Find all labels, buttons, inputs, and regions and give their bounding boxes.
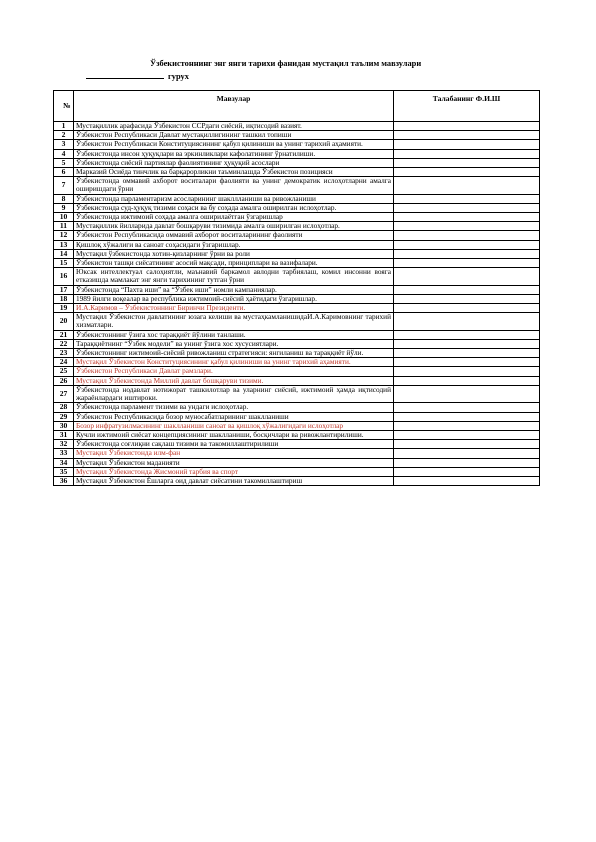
row-topic: Мустақиллик йилларида давлат бошқаруви тизимида амалга оширилган ислоҳотлар.	[74, 222, 394, 231]
row-number: 3	[54, 140, 74, 149]
row-number: 8	[54, 194, 74, 203]
row-number: 7	[54, 177, 74, 194]
row-number: 1	[54, 122, 74, 131]
row-student-cell	[394, 177, 540, 194]
table-row	[54, 458, 540, 467]
row-number: 10	[54, 213, 74, 222]
row-number: 17	[54, 285, 74, 294]
row-student-cell	[394, 376, 540, 385]
row-topic: Ўзбекистонда нодавлат нотижорат ташкилотлар ва уларнинг сиёсий, ижтимоий ҳамда иқтисодий жараёнлардаги иштироки.	[74, 385, 394, 402]
row-number: 36	[54, 476, 74, 485]
row-student-cell	[394, 194, 540, 203]
table-row	[54, 177, 540, 194]
row-student-cell	[394, 403, 540, 412]
row-topic: Мустақил Ўзбекистон маданияти	[74, 458, 394, 467]
table-row	[54, 449, 540, 458]
row-topic: Ўзбекистонда ижтимоий соҳада амалга оширилаётган ўзгаришлар	[74, 213, 394, 222]
row-number: 30	[54, 421, 74, 430]
row-student-cell	[394, 249, 540, 258]
row-topic: Мустақил Ўзбекистон давлатининг юзага келиши ва мустаҳкамланишидаИ.А.Каримовнинг тарихий хизматлари.	[74, 313, 394, 330]
table-row	[54, 476, 540, 485]
row-topic: Ўзбекистонда инсон ҳуқуқлари ва эркинликлари кафолатининг ўрнатилиши.	[74, 149, 394, 158]
table-row	[54, 268, 540, 285]
row-student-cell	[394, 330, 540, 339]
row-student-cell	[394, 203, 540, 212]
table-row	[54, 140, 540, 149]
table-row	[54, 194, 540, 203]
row-number: 13	[54, 240, 74, 249]
row-number: 14	[54, 249, 74, 258]
row-number: 33	[54, 449, 74, 458]
row-topic: Мустақил ўзбекистонда хотин-қизларнинг ўрни ва роли	[74, 249, 394, 258]
row-topic: Қишлоқ хўжалиги ва саноат соҳасидаги ўзгаришлар.	[74, 240, 394, 249]
row-student-cell	[394, 476, 540, 485]
row-topic: Ўзбекистон Республикаси Давлат мустақиллигининг ташкил топиши	[74, 131, 394, 140]
table-row	[54, 149, 540, 158]
row-number: 12	[54, 231, 74, 240]
row-topic: Ўзбекистоннинг ўзига хос тараққиёт йўлини танлаши.	[74, 330, 394, 339]
table-row	[54, 313, 540, 330]
row-topic: Ўзбекистон Республикасида бозор муносабатларининг шаклланиши	[74, 412, 394, 421]
row-topic: Ўзбекистонда соғлиқни сақлаш тизими ва такомиллаштирилиши	[74, 440, 394, 449]
row-number: 4	[54, 149, 74, 158]
row-number: 24	[54, 358, 74, 367]
row-topic: И.А.Каримов – Ўзбекистоннинг Биринчи Президенти.	[74, 304, 394, 313]
table-row	[54, 285, 540, 294]
row-student-cell	[394, 430, 540, 439]
table-row	[54, 330, 540, 339]
row-student-cell	[394, 313, 540, 330]
row-student-cell	[394, 304, 540, 313]
row-topic: Мустақил Ўзбекистон Ёшларга оид давлат сиёсатини такомиллаштириш	[74, 476, 394, 485]
row-number: 15	[54, 259, 74, 268]
row-student-cell	[394, 213, 540, 222]
group-line	[86, 70, 189, 81]
table-row	[54, 385, 540, 402]
row-student-cell	[394, 467, 540, 476]
row-number: 26	[54, 376, 74, 385]
row-number: 19	[54, 304, 74, 313]
row-topic: Ўзбекистонда “Пахта иши” ва “Ўзбек иши” номли кампаниялар.	[74, 285, 394, 294]
row-number: 2	[54, 131, 74, 140]
row-student-cell	[394, 358, 540, 367]
row-topic: Ўзбекистонда парламентаризм асосларининг шакллланиши ва ривожланиши	[74, 194, 394, 203]
row-student-cell	[394, 339, 540, 348]
row-number: 27	[54, 385, 74, 402]
group-label: гурух	[168, 72, 189, 81]
header-student: Талабанинг Ф.И.Ш	[394, 91, 540, 122]
row-student-cell	[394, 385, 540, 402]
row-student-cell	[394, 240, 540, 249]
row-number: 23	[54, 349, 74, 358]
table-row	[54, 240, 540, 249]
row-student-cell	[394, 268, 540, 285]
row-student-cell	[394, 231, 540, 240]
row-number: 20	[54, 313, 74, 330]
table-row	[54, 376, 540, 385]
row-topic: Марказий Осиёда тинчлик ва барқарорликни таъминлашда Ўзбекистон позицияси	[74, 168, 394, 177]
row-topic: Ўзбекистонда сиёсий партиялар фаолиятининг ҳуқуқий асослари	[74, 158, 394, 167]
row-topic: Мустақил Ўзбекистонда Миллий давлат бошқаруви тизими.	[74, 376, 394, 385]
table-header-row	[54, 91, 540, 122]
row-topic: Ўзбекистоннинг ижтимоий-сиёсий ривожланиш стратегияси: янгиланиш ва тараққиёт йўли.	[74, 349, 394, 358]
row-student-cell	[394, 294, 540, 303]
row-number: 34	[54, 458, 74, 467]
row-topic: Ўзбекистонда парламент тизими ва ундаги ислоҳотлар.	[74, 403, 394, 412]
table-row	[54, 231, 540, 240]
row-number: 6	[54, 168, 74, 177]
row-topic: Ўзбекистон Республикасида оммавий ахборот воситаларининг фаолияти	[74, 231, 394, 240]
row-topic: Мустақил Ўзбекистонда илм-фан	[74, 449, 394, 458]
table-row	[54, 367, 540, 376]
row-student-cell	[394, 440, 540, 449]
row-topic: Мустақиллик арафасида Ўзбекистон ССРдаги сиёсий, иқтисодий вазият.	[74, 122, 394, 131]
table-body	[54, 122, 540, 486]
row-student-cell	[394, 285, 540, 294]
row-number: 28	[54, 403, 74, 412]
row-student-cell	[394, 122, 540, 131]
row-student-cell	[394, 349, 540, 358]
row-number: 32	[54, 440, 74, 449]
row-number: 18	[54, 294, 74, 303]
header-number: №	[54, 91, 74, 122]
row-topic: Ўзбекистон Республикаси Конституциясининг қабул қилиниши ва унинг тарихий аҳамияти.	[74, 140, 394, 149]
row-student-cell	[394, 168, 540, 177]
row-topic: Бозор инфратузилмасининг шаклланиши саноат ва қишлоқ хўжалигидаги ислоҳотлар	[74, 421, 394, 430]
table-row	[54, 403, 540, 412]
row-student-cell	[394, 367, 540, 376]
row-number: 5	[54, 158, 74, 167]
row-number: 35	[54, 467, 74, 476]
row-topic: Тараққиётнинг “Ўзбек модели” ва унинг ўзига хос хусусиятлари.	[74, 339, 394, 348]
row-number: 25	[54, 367, 74, 376]
row-student-cell	[394, 140, 540, 149]
row-student-cell	[394, 149, 540, 158]
row-student-cell	[394, 449, 540, 458]
table-row	[54, 412, 540, 421]
row-student-cell	[394, 458, 540, 467]
row-number: 9	[54, 203, 74, 212]
row-topic: Мустақил Ўзбекистон Конституциясининг қабул қилиниши ва унинг тарихий аҳамияти.	[74, 358, 394, 367]
row-topic: Юксак интеллектуал салоҳиятли, маънавий баркамол авлодни тарбиялаш, комил инсонни вояга етказишда мамлакат энг янги тарихининг тутган ўрни	[74, 268, 394, 285]
row-number: 31	[54, 430, 74, 439]
row-number: 29	[54, 412, 74, 421]
row-number: 11	[54, 222, 74, 231]
row-number: 16	[54, 268, 74, 285]
row-student-cell	[394, 412, 540, 421]
row-number: 22	[54, 339, 74, 348]
row-topic: Ўзбекистонда оммавий ахборот воситалари фаолияти ва унинг демократик ислоҳотларни амалга оширишдаги ўрни	[74, 177, 394, 194]
row-student-cell	[394, 222, 540, 231]
row-topic: Мустақил Ўзбекистонда Жисмоний тарбия ва спорт	[74, 467, 394, 476]
row-topic: Кучли ижтимоий сиёсат концепциясининг шаклланиши, босқичлари ва ривожлантирилиши.	[74, 430, 394, 439]
row-student-cell	[394, 421, 540, 430]
row-topic: Ўзбекистон ташқи сиёсатининг асосий мақсади, принциплари ва вазифалари.	[74, 259, 394, 268]
row-topic: 1989 йилги воқеалар ва республика ижтимоий-сиёсий ҳаётидаги ўзгаришлар.	[74, 294, 394, 303]
row-student-cell	[394, 158, 540, 167]
row-number: 21	[54, 330, 74, 339]
row-topic: Ўзбекистонда суд-ҳуқуқ тизими соҳаси ва бу соҳада амалга оширилган ислоҳотлар.	[74, 203, 394, 212]
header-topics: Мавзулар	[74, 91, 394, 122]
row-student-cell	[394, 131, 540, 140]
topics-table	[53, 90, 540, 486]
document-title: Ўзбекистоннинг энг янги тарихи фанидан мустақил таълим мавзулари	[150, 59, 422, 68]
row-topic: Ўзбекистон Республикаси Давлат рамзлари.	[74, 367, 394, 376]
group-blank-field	[86, 70, 164, 79]
row-student-cell	[394, 259, 540, 268]
